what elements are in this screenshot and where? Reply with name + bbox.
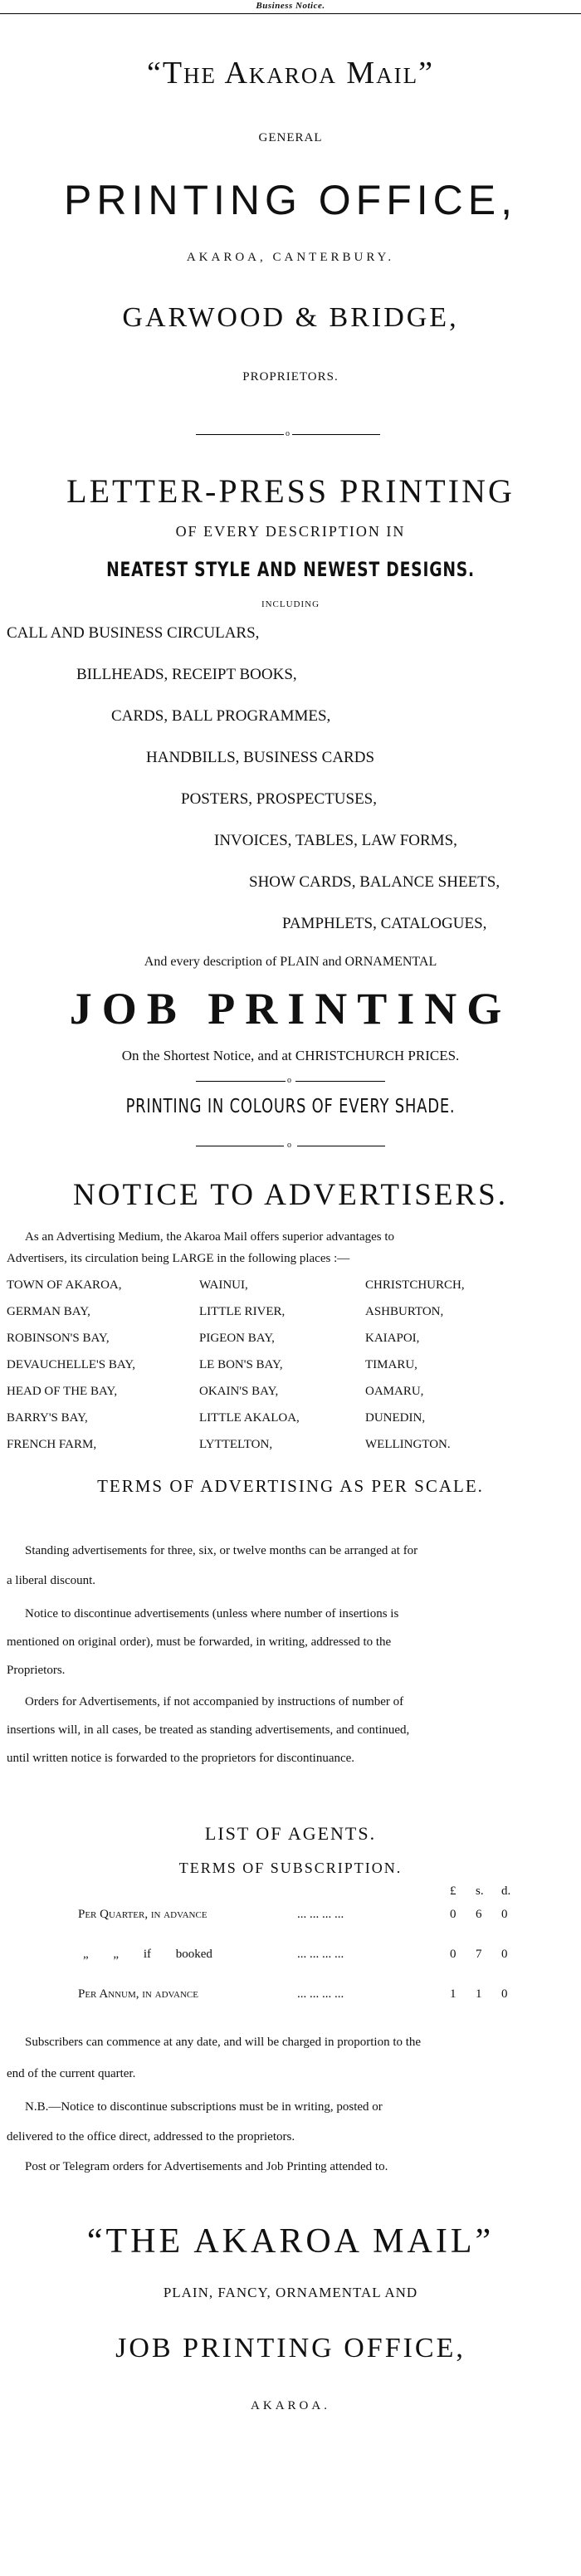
place-name: KAIAPOI, (365, 1332, 420, 1345)
col-pence: d. (501, 1884, 511, 1898)
letterpress-item: HANDBILLS, BUSINESS CARDS (146, 749, 375, 766)
footer-office: JOB PRINTING OFFICE, (115, 2333, 466, 2363)
masthead-role: PROPRIETORS. (242, 370, 339, 384)
place-name: LYTTELTON, (199, 1438, 273, 1451)
subscription-label: Per Quarter, in advance (78, 1908, 208, 1921)
subscription-label: Per Annum, in advance (78, 1987, 198, 2001)
letterpress-heading: LETTER-PRESS PRINTING (66, 472, 515, 510)
masthead-location: AKAROA, CANTERBURY. (186, 251, 395, 264)
subscription-dots: ... ... ... ... (297, 1987, 344, 2001)
col-pounds: £ (450, 1884, 456, 1898)
place-name: LITTLE RIVER, (199, 1305, 286, 1318)
place-name: TIMARU, (365, 1358, 417, 1371)
subscription-heading: TERMS OF SUBSCRIPTION. (178, 1860, 403, 1876)
place-name: HEAD OF THE BAY, (7, 1385, 118, 1398)
section-label: Business Notice. (256, 1, 325, 11)
place-name: OAMARU, (365, 1385, 424, 1398)
job-printing-heading: JOB PRINTING (69, 984, 512, 1034)
place-name: LE BON'S BAY, (199, 1358, 283, 1371)
place-name: OKAIN'S BAY, (199, 1385, 279, 1398)
advertisers-heading: NOTICE TO ADVERTISERS. (73, 1178, 508, 1212)
para-line: delivered to the office direct, addressed to the proprietors. (7, 2130, 295, 2143)
masthead-title: “The Akaroa Mail” (146, 56, 435, 90)
place-name: WAINUI, (199, 1278, 248, 1292)
place-name: DUNEDIN, (365, 1411, 426, 1425)
letterpress-item: CARDS, BALL PROGRAMMES, (111, 707, 331, 725)
para-line: Subscribers can commence at any date, and will be charged in proportion to the (25, 2036, 422, 2049)
letterpress-including: INCLUDING (261, 599, 320, 609)
letterpress-item: PAMPHLETS, CATALOGUES, (282, 915, 487, 932)
subscription-pounds: 0 (450, 1908, 456, 1921)
para-line: end of the current quarter. (7, 2067, 136, 2080)
advertisers-intro-line: Advertisers, its circulation being LARGE in the following places :— (7, 1252, 350, 1265)
letterpress-item: POSTERS, PROSPECTUSES, (181, 790, 377, 808)
subscription-pounds: 1 (450, 1987, 456, 2001)
place-name: ROBINSON'S BAY, (7, 1332, 110, 1345)
footer-title: “THE AKAROA MAIL” (86, 2222, 495, 2261)
subscription-pence: 0 (501, 1987, 508, 2001)
subscription-label: „ „ if booked (83, 1948, 212, 1961)
para-line: insertions will, in all cases, be treated as standing advertisements, and continued, (7, 1723, 410, 1737)
para-line: a liberal discount. (7, 1574, 96, 1587)
divider-ornament: o (287, 1076, 291, 1085)
places-row (7, 1385, 574, 1411)
agents-heading: LIST OF AGENTS. (204, 1823, 377, 1844)
subscription-dots: ... ... ... ... (297, 1908, 344, 1921)
divider-rule-left (196, 1081, 286, 1082)
subscription-shillings: 7 (476, 1948, 482, 1961)
letterpress-item: INVOICES, TABLES, LAW FORMS, (214, 832, 457, 849)
places-row (7, 1278, 574, 1305)
shortest-notice-text: On the Shortest Notice, and at CHRISTCHURCH PRICES. (121, 1048, 460, 1063)
place-name: TOWN OF AKAROA, (7, 1278, 122, 1292)
place-name: ASHBURTON, (365, 1305, 444, 1318)
letterpress-item: SHOW CARDS, BALANCE SHEETS, (249, 873, 500, 891)
para-line: Standing advertisements for three, six, or twelve months can be arranged at for (25, 1544, 418, 1557)
divider-rule-right (295, 1081, 385, 1082)
subscription-pounds: 0 (450, 1948, 456, 1961)
divider-ornament: o (287, 1141, 291, 1150)
header-bar (0, 0, 581, 14)
subscription-pence: 0 (501, 1908, 508, 1921)
places-row (7, 1305, 574, 1332)
para-line: until written notice is forwarded to the proprietors for discontinuance. (7, 1752, 355, 1765)
advertisers-intro-line: As an Advertising Medium, the Akaroa Mail offers superior advantages to (25, 1230, 395, 1244)
place-name: GERMAN BAY, (7, 1305, 90, 1318)
place-name: WELLINGTON. (365, 1438, 451, 1451)
para-line: Post or Telegram orders for Advertisements and Job Printing attended to. (25, 2160, 388, 2173)
masthead-office: PRINTING OFFICE, (64, 177, 517, 223)
subscription-shillings: 1 (476, 1987, 482, 2001)
para-line: mentioned on original order), must be forwarded, in writing, addressed to the (7, 1635, 392, 1649)
divider-rule-left (196, 434, 284, 435)
place-name: BARRY'S BAY, (7, 1411, 88, 1425)
letterpress-of-every: OF EVERY DESCRIPTION IN (175, 523, 406, 540)
para-line: N.B.—Notice to discontinue subscriptions must be in writing, posted or (25, 2100, 383, 2114)
place-name: CHRISTCHURCH, (365, 1278, 465, 1292)
footer-place: AKAROA. (251, 2399, 330, 2412)
advertisers-intro (25, 1230, 394, 1244)
subscription-dots: ... ... ... ... (297, 1948, 344, 1961)
subscription-pence: 0 (501, 1948, 508, 1961)
place-name: DEVAUCHELLE'S BAY, (7, 1358, 135, 1371)
places-table (7, 1278, 574, 1464)
place-name: FRENCH FARM, (7, 1438, 97, 1451)
places-row (7, 1411, 574, 1438)
para-line: Proprietors. (7, 1664, 66, 1677)
place-name: LITTLE AKALOA, (199, 1411, 300, 1425)
masthead-owners: GARWOOD & BRIDGE, (122, 302, 459, 333)
col-shillings: s. (476, 1884, 484, 1898)
divider-rule-right (292, 434, 380, 435)
letterpress-every-description: And every description of PLAIN and ORNAMENTAL (144, 955, 437, 969)
masthead-general: GENERAL (258, 131, 323, 144)
para-line: Orders for Advertisements, if not accompanied by instructions of number of (25, 1695, 404, 1708)
footer-plain: PLAIN, FANCY, ORNAMENTAL AND (163, 2285, 418, 2300)
places-row (7, 1358, 574, 1385)
places-row (7, 1332, 574, 1358)
letterpress-item: BILLHEADS, RECEIPT BOOKS, (76, 666, 297, 683)
places-row (7, 1438, 574, 1464)
advertising-terms: TERMS OF ADVERTISING AS PER SCALE. (97, 1476, 484, 1496)
divider-ornament: o (286, 429, 290, 438)
letterpress-style: NEATEST STYLE AND NEWEST DESIGNS. (106, 558, 475, 581)
place-name: PIGEON BAY, (199, 1332, 275, 1345)
subscription-shillings: 6 (476, 1908, 482, 1921)
colours-heading: PRINTING IN COLOURS OF EVERY SHADE. (125, 1096, 456, 1117)
letterpress-item: CALL AND BUSINESS CIRCULARS, (7, 624, 260, 642)
advertisers-intro (7, 1252, 349, 1266)
para-line: Notice to discontinue advertisements (unless where number of insertions is (25, 1607, 399, 1620)
